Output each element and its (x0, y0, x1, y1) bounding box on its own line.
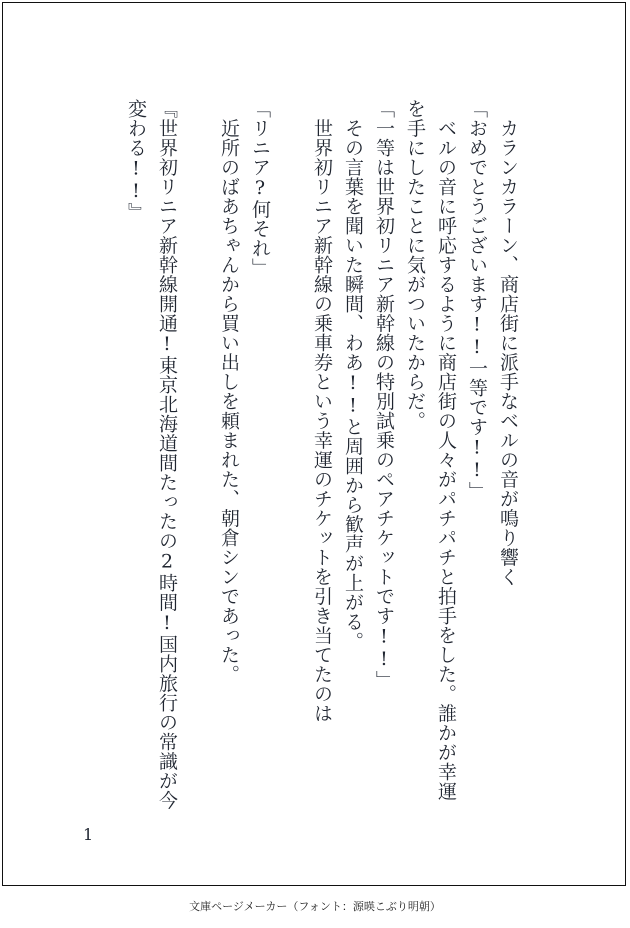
vertical-text-body (75, 99, 523, 819)
page-number: 1 (83, 825, 94, 844)
footer-caption: 文庫ページメーカー（フォント：源暎こぶり明朝） (189, 900, 441, 913)
blank-line (275, 99, 306, 819)
paragraph: 『世界初リニア新幹線開通!東京北海道間たったの2時間!国内旅行の常識が今 (156, 99, 178, 810)
paragraph: 「リニア?何それ」 (249, 99, 271, 278)
paragraph: ベルの音に呼応するように商店街の人々がパチパチと拍手をした。誰かが幸運 (435, 99, 457, 801)
paragraph: を手にしたことに気がついたからだ。 (404, 99, 426, 431)
paragraph: 世界初リニア新幹線の乗車券という幸運のチケットを引き当てたのは (311, 99, 333, 723)
paragraph: カランカラーン、商店街に派手なベルの音が鳴り響く (497, 99, 519, 587)
paragraph: 「おめでとうございます!!一等です!!」 (466, 99, 488, 501)
paragraph: 変わる!!』 (125, 99, 147, 222)
paragraph: 近所のばあちゃんから買い出しを頼まれた、朝倉シンであった。 (218, 99, 240, 684)
paragraph: その言葉を聞いた瞬間、わあ!!と周囲から歓声が上がる。 (342, 99, 364, 651)
paragraph: 「一等は世界初リニア新幹線の特別試乗のペアチケットです!!」 (373, 99, 395, 690)
book-page (2, 2, 626, 886)
blank-line (182, 99, 213, 819)
